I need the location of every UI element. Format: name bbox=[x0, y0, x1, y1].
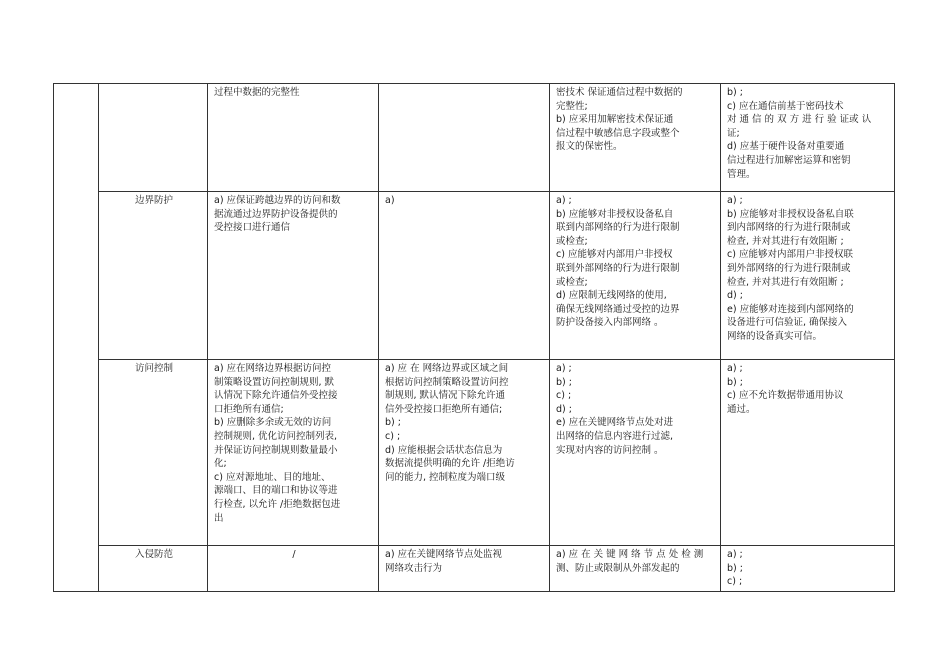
cell-text-line: 到外部网络的行为进行限制或 bbox=[727, 262, 851, 274]
cell-text-line: 证; bbox=[727, 127, 740, 139]
cell-text-line: e) 应能够对连接到内部网络的 bbox=[727, 303, 854, 315]
cell-text-line: d) 应基于硬件设备对重要通 bbox=[727, 141, 845, 153]
level-1-cell bbox=[208, 192, 379, 360]
level-3-cell bbox=[550, 192, 721, 360]
cell-text-line: d) 应能根据会话状态信息为 bbox=[385, 444, 503, 456]
requirements-table bbox=[53, 83, 895, 592]
category-label: 访问控制 bbox=[134, 363, 173, 374]
category-label: 入侵防范 bbox=[134, 549, 173, 560]
cell-text-line: 据流通过边界防护设备提供的 bbox=[214, 208, 338, 220]
category-cell bbox=[99, 546, 208, 592]
cell-text-line: a) ; bbox=[727, 363, 743, 374]
level-1-cell bbox=[208, 84, 379, 192]
cell-text-line: 网络的设备真实可信。 bbox=[727, 330, 823, 342]
cell-text-line: 通过。 bbox=[727, 403, 756, 415]
level-1-cell bbox=[208, 546, 379, 592]
table-row bbox=[54, 192, 895, 360]
cell-text-line: b) ; bbox=[727, 562, 743, 574]
cell-text-line: 出 bbox=[214, 512, 224, 524]
cell-text-line: b) 应能够对非授权设备私自 bbox=[556, 208, 674, 220]
cell-text-line: 到内部网络的行为进行限制或 bbox=[727, 222, 851, 234]
cell-text-line: c) ; bbox=[556, 390, 572, 402]
cell-text-line: b) ; bbox=[385, 417, 401, 429]
cell-text-line: 信外受控接口拒绝所有通信; bbox=[385, 403, 503, 415]
level-3-cell bbox=[550, 84, 721, 192]
cell-text-line: 根据访问控制策略设置访问控 bbox=[385, 376, 509, 388]
level-4-cell bbox=[721, 192, 895, 360]
cell-text-line: 信过程进行加解密运算和密钥 bbox=[727, 154, 851, 166]
cell-text-line: / bbox=[292, 549, 296, 560]
cell-text-line: d) ; bbox=[727, 290, 743, 302]
cell-text-line: c) 应在通信前基于密码技术 bbox=[727, 100, 844, 112]
level-1-cell bbox=[208, 360, 379, 546]
cell-text-line: b) ; bbox=[727, 87, 743, 98]
cell-text-line: 完整性; bbox=[556, 100, 588, 112]
cell-text-line: a) 应在网络边界根据访问控 bbox=[214, 363, 332, 374]
cell-text-line: b) ; bbox=[556, 376, 572, 388]
level-2-cell bbox=[379, 546, 550, 592]
level-2-cell bbox=[379, 192, 550, 360]
cell-text-line: 防护设备接入内部网络 。 bbox=[556, 317, 664, 329]
cell-text-line: e) 应在关键网络节点处对进 bbox=[556, 417, 674, 429]
cell-text-line: 对 通 信 的 双 方 进 行 验 证或 认 bbox=[727, 114, 872, 126]
left-margin-cell bbox=[54, 84, 99, 592]
cell-text-line: b) 应删除多余或无效的访问 bbox=[214, 417, 332, 429]
cell-text-line: a) ; bbox=[727, 195, 743, 206]
cell-text-line: 或检查; bbox=[556, 276, 588, 288]
cell-text-line: c) 应能够对内部用户非授权联 bbox=[727, 249, 853, 261]
cell-text-line: 联到外部网络的行为进行限制 bbox=[556, 262, 680, 274]
level-2-cell bbox=[379, 84, 550, 192]
cell-text-line: a) bbox=[385, 195, 395, 206]
cell-text-line: 信过程中敏感信息字段或整个 bbox=[556, 127, 680, 139]
cell-text-line: a) 应 在 网络边界或区域之间 bbox=[385, 363, 509, 374]
level-3-cell bbox=[550, 546, 721, 592]
cell-text-line: 检查, 并对其进行有效阻断 ; bbox=[727, 235, 844, 247]
cell-text-line: c) 应能够对内部用户非授权 bbox=[556, 249, 673, 261]
cell-text-line: 管理。 bbox=[727, 168, 756, 180]
cell-text-line: 化; bbox=[214, 458, 227, 470]
cell-text-line: a) ; bbox=[556, 363, 572, 374]
cell-text-line: a) ; bbox=[727, 549, 743, 560]
cell-text-line: 设备进行可信验证, 确保接入 bbox=[727, 317, 848, 329]
cell-text-line: 实现对内容的访问控制 。 bbox=[556, 444, 664, 456]
cell-text-line: b) ; bbox=[727, 376, 743, 388]
cell-text-line: 制规则, 默认情况下除允许通 bbox=[385, 390, 506, 402]
table-row bbox=[54, 84, 895, 192]
cell-text-line: a) 应保证跨越边界的访问和数 bbox=[214, 195, 341, 206]
cell-text-line: 并保证访问控制规则数量最小 bbox=[214, 444, 338, 456]
cell-text-line: 口拒绝所有通信; bbox=[214, 403, 284, 415]
cell-text-line: 网络攻击行为 bbox=[385, 562, 443, 574]
cell-text-line: c) ; bbox=[727, 576, 743, 588]
cell-text-line: a) 应 在 关 键 网 络 节 点 处 检 测 bbox=[556, 549, 704, 560]
cell-text-line: 控制规则, 优化访问控制列表, bbox=[214, 430, 338, 442]
cell-text-line: a) 应在关键网络节点处监视 bbox=[385, 549, 503, 560]
cell-text-line: 认情况下除允许通信外受控接 bbox=[214, 390, 338, 402]
cell-text-line: 报文的保密性。 bbox=[556, 141, 623, 153]
cell-text-line: 出网络的信息内容进行过滤, bbox=[556, 430, 674, 442]
cell-text-line: 制策略设置访问控制规则, 默 bbox=[214, 376, 335, 388]
category-cell bbox=[99, 192, 208, 360]
cell-text-line: 检查, 并对其进行有效阻断 ; bbox=[727, 276, 844, 288]
level-4-cell bbox=[721, 360, 895, 546]
cell-text-line: 源端口、目的端口和协议等进 bbox=[214, 485, 338, 497]
cell-text-line: c) 应不允许数据带通用协议 bbox=[727, 390, 844, 402]
table-row bbox=[54, 546, 895, 592]
cell-text-line: 行检查, 以允许 /拒绝数据包进 bbox=[214, 498, 341, 510]
level-3-cell bbox=[550, 360, 721, 546]
cell-text-line: 数据流提供明确的允许 /拒绝访 bbox=[385, 458, 515, 470]
level-2-cell bbox=[379, 360, 550, 546]
cell-text-line: b) 应能够对非授权设备私自联 bbox=[727, 208, 854, 220]
cell-text-line: b) 应采用加解密技术保证通 bbox=[556, 114, 674, 126]
table-row bbox=[54, 360, 895, 546]
cell-text-line: 或检查; bbox=[556, 235, 588, 247]
category-label: 边界防护 bbox=[134, 195, 173, 206]
level-4-cell bbox=[721, 546, 895, 592]
category-cell bbox=[99, 84, 208, 192]
cell-text-line: 联到内部网络的行为进行限制 bbox=[556, 222, 680, 234]
cell-text-line: c) 应对源地址、目的地址、 bbox=[214, 471, 331, 483]
cell-text-line: a) ; bbox=[556, 195, 572, 206]
cell-text-line: 密技术 保证通信过程中数据的 bbox=[556, 87, 683, 98]
cell-text-line: 过程中数据的完整性 bbox=[214, 87, 300, 98]
cell-text-line: d) ; bbox=[556, 403, 572, 415]
cell-text-line: 问的能力, 控制粒度为端口级 bbox=[385, 471, 506, 483]
cell-text-line: 确保无线网络通过受控的边界 bbox=[556, 303, 680, 315]
cell-text-line: 受控接口进行通信 bbox=[214, 222, 291, 234]
level-4-cell bbox=[721, 84, 895, 192]
category-cell bbox=[99, 360, 208, 546]
cell-text-line: 测、防止或限制从外部发起的 bbox=[556, 562, 680, 574]
cell-text-line: c) ; bbox=[385, 430, 401, 442]
cell-text-line: d) 应限制无线网络的使用, bbox=[556, 290, 667, 302]
